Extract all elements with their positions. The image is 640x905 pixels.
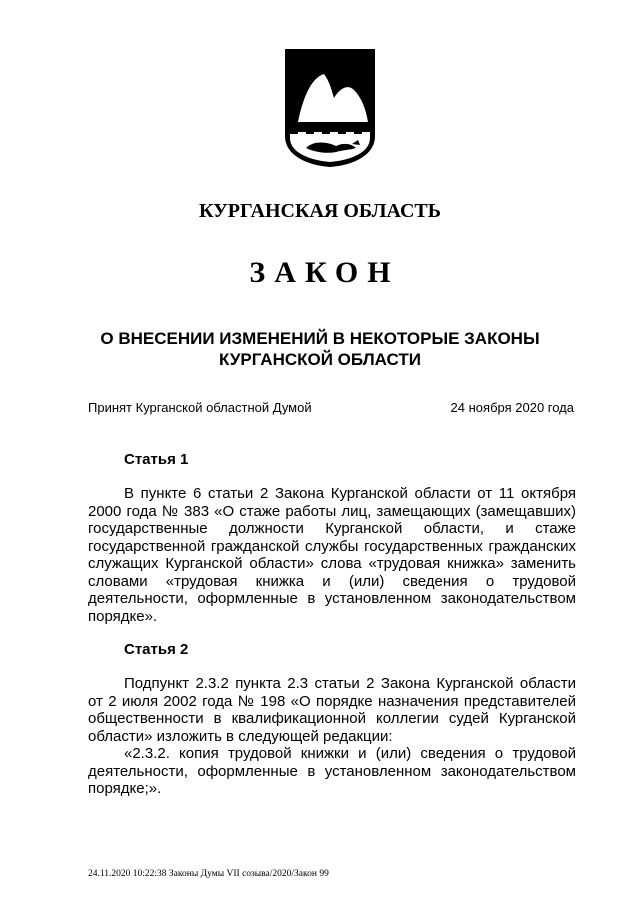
article-2-text: Подпункт 2.3.2 пункта 2.3 статьи 2 Закона Курганской области от 2 июля 2002 года № 198 «О порядке назначения представителей общественности в квалификационной коллегии судей Курганской области» изложить в следующей редакции: bbox=[88, 675, 576, 745]
article-2-new-wording: «2.3.2. копия трудовой книжки и (или) сведения о трудовой деятельности, оформленные в установленном законодательством порядке;». bbox=[88, 745, 576, 797]
adoption-line bbox=[88, 400, 574, 415]
adopting-body: Принят Курганской областной Думой bbox=[88, 400, 312, 415]
region-name: КУРГАНСКАЯ ОБЛАСТЬ bbox=[198, 200, 441, 222]
article-2-heading: Статья 2 bbox=[124, 641, 189, 658]
footer-stamp: 24.11.2020 10:22:38 Законы Думы VII созыва/2020/Закон 99 bbox=[88, 869, 329, 879]
article-1-heading: Статья 1 bbox=[124, 451, 189, 468]
adoption-date: 24 ноября 2020 года bbox=[450, 400, 574, 415]
law-title-line: КУРГАНСКОЙ ОБЛАСТИ bbox=[219, 350, 421, 369]
coat-of-arms-icon bbox=[284, 48, 376, 168]
article-1-text: В пункте 6 статьи 2 Закона Курганской области от 11 октября 2000 года № 383 «О стаже работы лиц, замещающих (замещавших) государственные должности Курганской области, и стаже государственной гражданской службы государственных гражданских служащих Курганской области» слова «трудовая книжка» заменить словами «трудовая книжка и (или) сведения о трудовой деятельности, оформленные в установленном законодательством порядке». bbox=[88, 485, 576, 625]
law-title bbox=[0, 328, 640, 370]
document-type: ЗАКОН bbox=[249, 256, 400, 289]
law-title-line: О ВНЕСЕНИИ ИЗМЕНЕНИЙ В НЕКОТОРЫЕ ЗАКОНЫ bbox=[100, 329, 540, 348]
